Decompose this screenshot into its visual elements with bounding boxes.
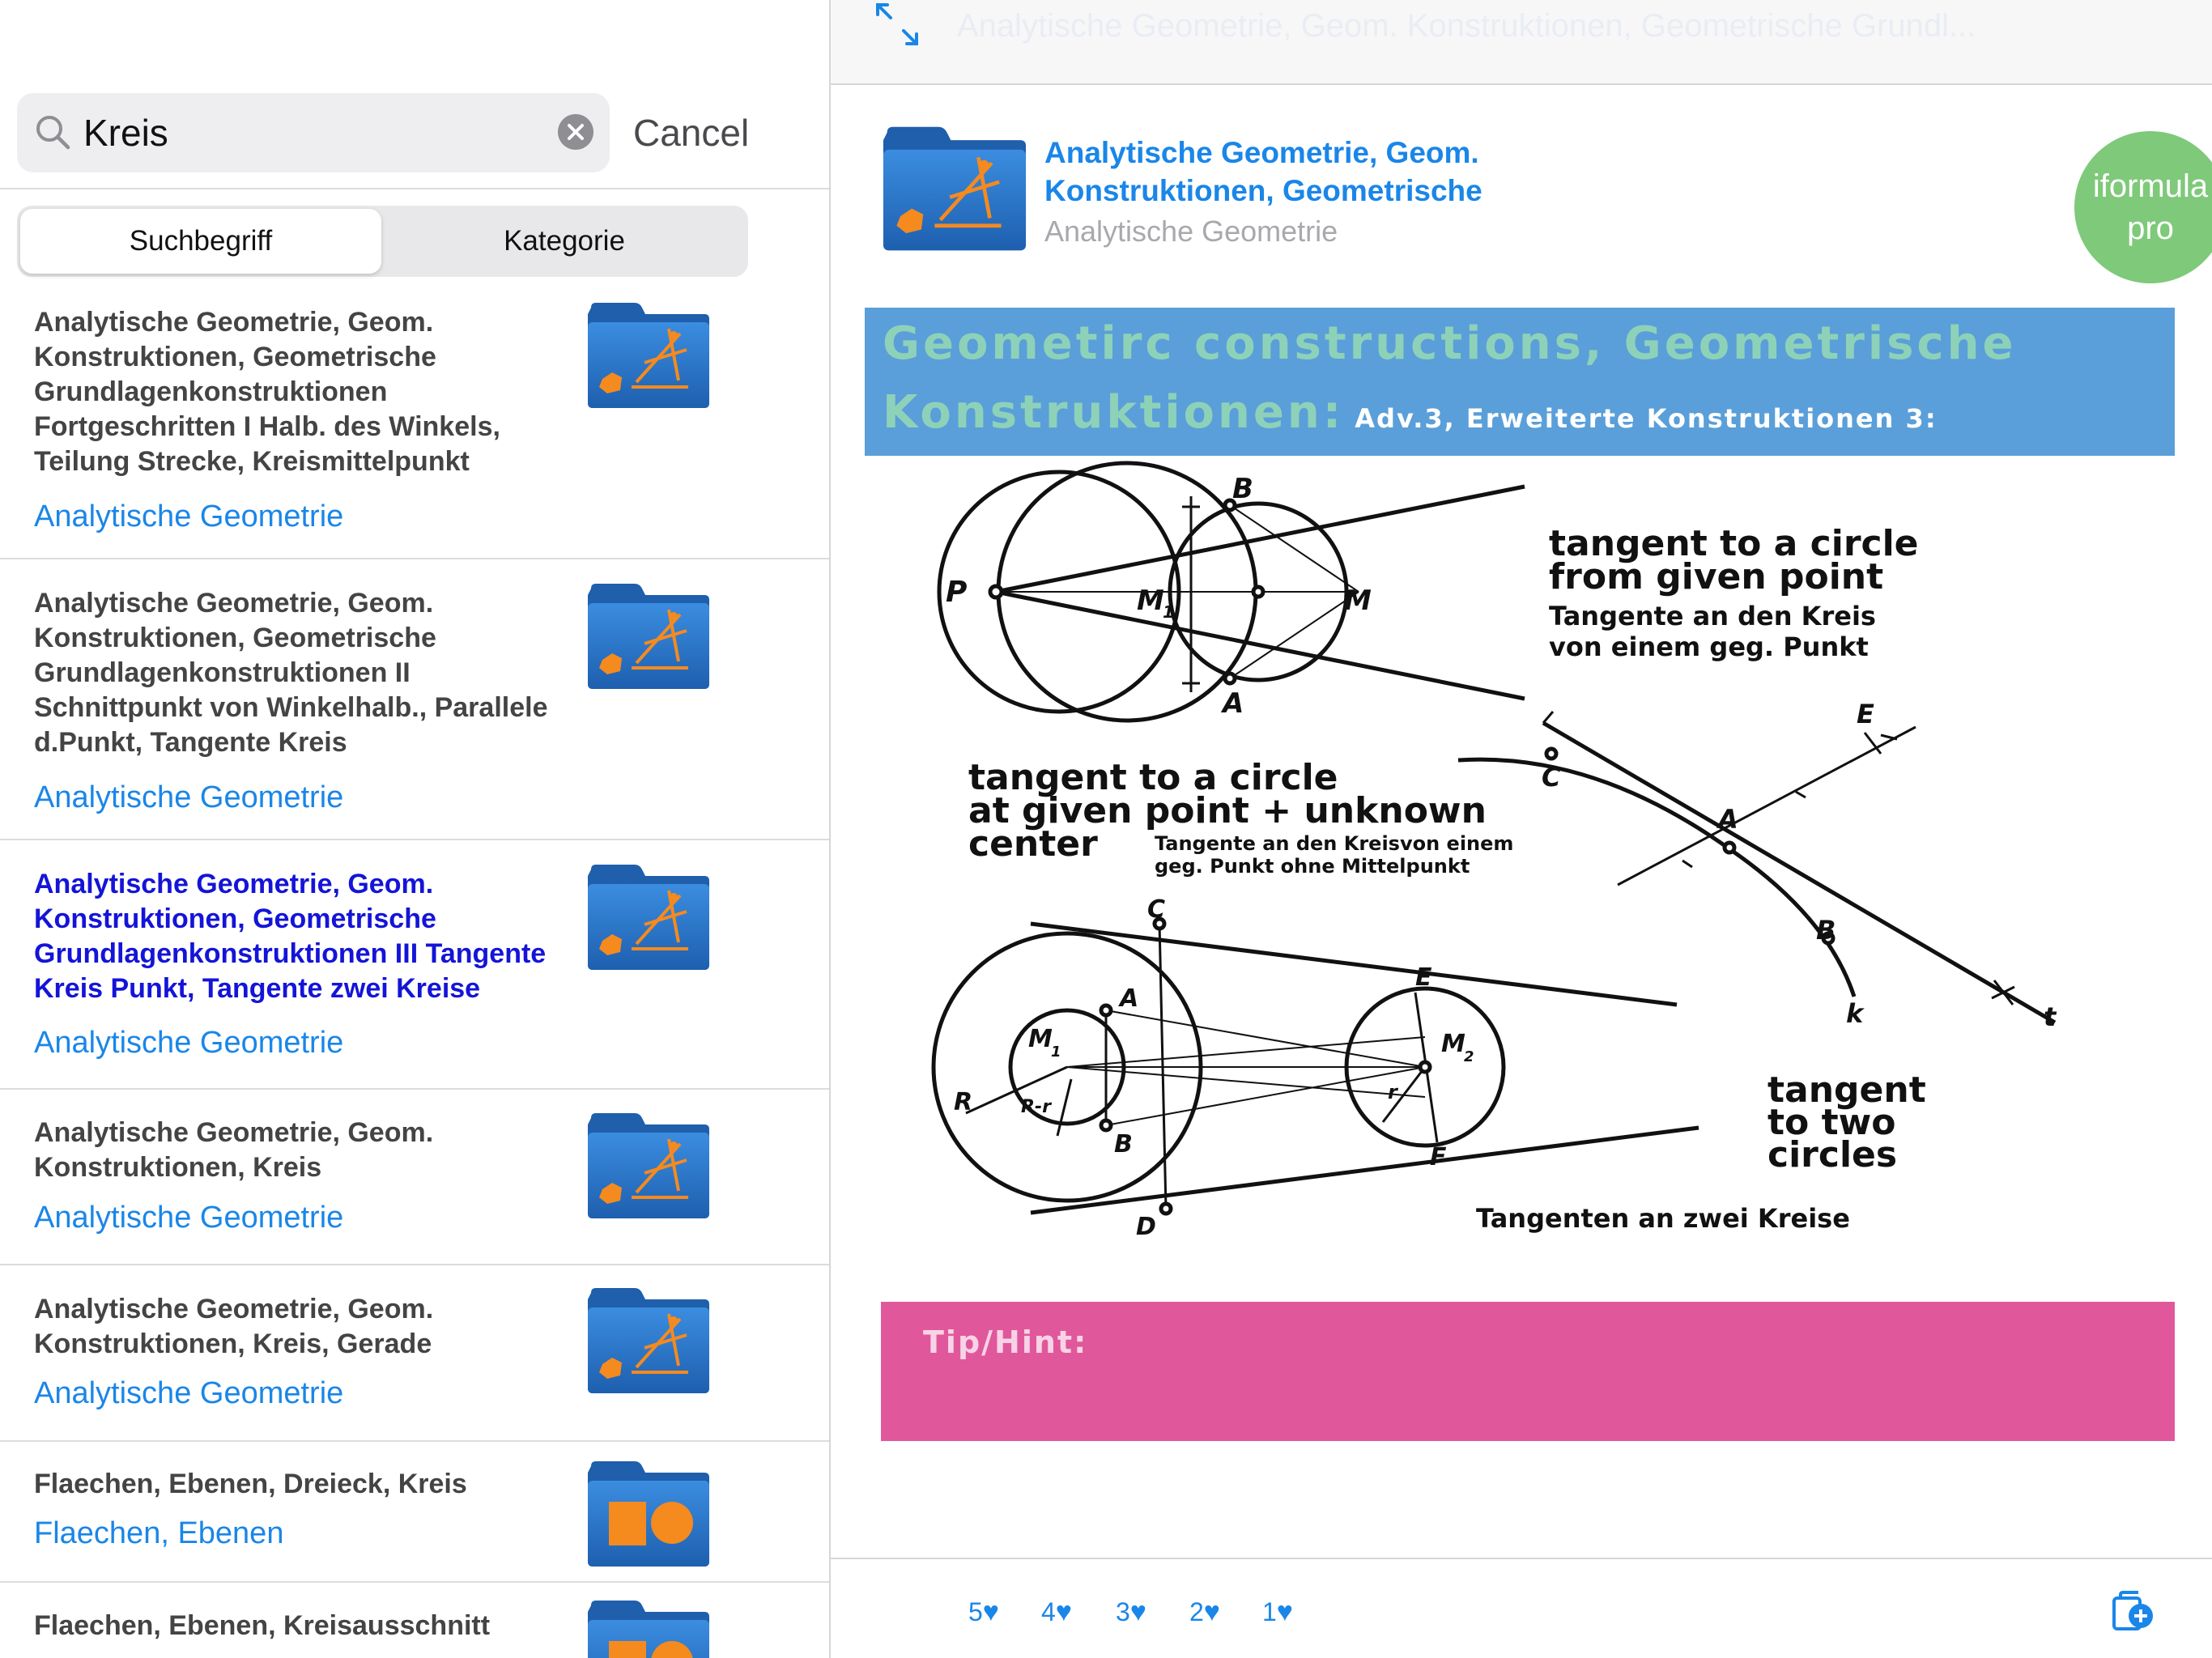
result-title: Flaechen, Ebenen, Dreieck, Kreis: [34, 1469, 467, 1499]
result-row[interactable]: [0, 559, 829, 840]
result-category: Flaechen, Ebenen: [34, 1516, 284, 1550]
label-point-a: A: [1223, 687, 1244, 720]
result-title: Analytische Geometrie, Geom. Konstruktionen, Kreis: [34, 1117, 434, 1183]
label-point-a: A: [1718, 804, 1738, 835]
rating-value: 5: [968, 1597, 983, 1626]
hint-label: Tip/Hint:: [923, 1324, 1088, 1360]
rate-2-button[interactable]: [1189, 1596, 1220, 1628]
rating-toolbar: [831, 1558, 2212, 1658]
caption-tangent-unknown-en-2: at given point + unknown: [968, 790, 1487, 831]
label-radius-r: R: [954, 1088, 973, 1116]
search-results-list: [0, 295, 829, 1658]
label-point-b: B: [1232, 473, 1253, 505]
geometry-folder-icon: [585, 1110, 713, 1222]
expand-icon[interactable]: [873, 0, 921, 49]
heart-icon: ♥: [1203, 1596, 1220, 1627]
search-icon: [33, 113, 72, 151]
rate-4-button[interactable]: [1041, 1596, 1072, 1628]
caption-tangent-unknown-de-1: Tangente an den Kreisvon einem: [1155, 832, 1514, 855]
detail-category: Analytische Geometrie: [1044, 215, 1338, 248]
label-curve-k: k: [1846, 998, 1864, 1029]
segment-search-term[interactable]: Suchbegriff: [20, 209, 381, 274]
result-category: Analytische Geometrie: [34, 1376, 344, 1410]
label-subscript-2: 2: [1464, 1048, 1474, 1065]
result-category: Analytische Geometrie: [34, 780, 344, 814]
banner-title-line-1: Geometirc constructions, Geometrische: [883, 317, 2017, 370]
brand-badge[interactable]: iformula pro: [2074, 131, 2212, 283]
result-title: Flaechen, Ebenen, Kreisausschnitt: [34, 1610, 491, 1641]
banner-title-line-2: [883, 386, 1938, 439]
rating-value: 2: [1189, 1597, 1204, 1626]
caption-two-circles-en-1: tangent: [1767, 1069, 1926, 1111]
caption-tangent-unknown-en-3: center: [968, 823, 1098, 865]
label-subscript-1: 1: [1163, 602, 1174, 622]
master-pane: [0, 0, 829, 1658]
caption-tangent-point-de-1: Tangente an den Kreis: [1549, 601, 1876, 631]
rating-value: 4: [1041, 1597, 1056, 1626]
navigation-bar: [831, 0, 2212, 85]
label-point-m1: M: [1137, 585, 1164, 617]
label-subscript-1: 1: [1051, 1044, 1061, 1061]
rate-3-button[interactable]: [1116, 1596, 1146, 1628]
caption-tangent-point-de-2: von einem geg. Punkt: [1549, 631, 1869, 662]
geometry-folder-icon: [585, 300, 713, 411]
detail-pane: [831, 0, 2212, 1658]
rate-5-button[interactable]: [968, 1596, 999, 1628]
geometry-diagram: [865, 456, 2175, 1294]
search-field[interactable]: [17, 93, 610, 172]
label-point-f: F: [1430, 1143, 1447, 1171]
label-line-t: t: [2044, 1001, 2057, 1032]
result-title: Analytische Geometrie, Geom. Konstruktionen, Geometrische Grundlagenkonstruktionen II Schnittpunkt von Winkelhalb., Parallele d.Punkt, Tangente Kreis: [34, 588, 548, 758]
result-row[interactable]: [0, 1583, 829, 1658]
rate-1-button[interactable]: [1262, 1596, 1293, 1628]
heart-icon: ♥: [982, 1596, 999, 1627]
segment-category[interactable]: Kategorie: [504, 225, 625, 257]
label-point-m1: M: [1028, 1025, 1053, 1053]
result-row[interactable]: [0, 1090, 829, 1265]
diagram-tangent-two-circles: [934, 919, 1699, 1214]
label-point-m: M: [1344, 585, 1372, 617]
label-point-m2: M: [1441, 1030, 1465, 1058]
geometry-folder-icon: [585, 861, 713, 973]
shapes-folder-icon: [585, 1597, 713, 1658]
detail-title: Analytische Geometrie, Geom. Konstruktionen, Geometrische: [1044, 136, 1482, 207]
label-point-e: E: [1415, 963, 1432, 992]
hint-box: [881, 1302, 2175, 1441]
geometry-folder-icon: [585, 580, 713, 692]
geometry-folder-icon: [585, 1285, 713, 1397]
formula-card: [865, 308, 2175, 1441]
formula-banner: [865, 308, 2175, 456]
diagram-tangent-unknown-center: [1458, 712, 2055, 1022]
nav-title: Analytische Geometrie, Geom. Konstruktionen, Geometrische Grundl...: [957, 8, 1976, 44]
result-row[interactable]: [0, 1265, 829, 1442]
heart-icon: ♥: [1055, 1596, 1072, 1627]
result-title: Analytische Geometrie, Geom. Konstruktionen, Geometrische Grundlagenkonstruktionen Fortgeschritten I Halb. des Winkels, Teilung Strecke, Kreismittelpunkt: [34, 307, 500, 477]
search-input[interactable]: [83, 93, 537, 172]
label-point-b: B: [1816, 915, 1836, 946]
result-category: Analytische Geometrie: [34, 1201, 344, 1235]
heart-icon: ♥: [1129, 1596, 1146, 1627]
geometry-folder-icon: [870, 123, 1040, 254]
label-point-b: B: [1114, 1130, 1133, 1158]
label-point-d: D: [1136, 1213, 1156, 1241]
scope-segmented-control: [17, 206, 748, 277]
caption-two-circles-en-3: circles: [1767, 1134, 1898, 1175]
label-point-p: P: [946, 576, 968, 609]
label-point-c: C: [1542, 762, 1561, 793]
banner-subtitle: Adv.3, Erweiterte Konstruktionen 3:: [1344, 403, 1938, 434]
label-radius-small-r: r: [1388, 1081, 1397, 1103]
caption-tangent-unknown-de-2: geg. Punkt ohne Mittelpunkt: [1155, 855, 1470, 878]
label-point-c: C: [1147, 895, 1166, 924]
caption-tangent-point-en-1: tangent to a circle: [1549, 523, 1919, 564]
caption-tangent-unknown-en-1: tangent to a circle: [968, 757, 1338, 798]
search-header: [0, 0, 829, 189]
caption-two-circles-en-2: to two: [1767, 1102, 1896, 1143]
heart-icon: ♥: [1276, 1596, 1293, 1627]
result-category: Analytische Geometrie: [34, 1026, 344, 1060]
clear-search-icon[interactable]: [558, 114, 593, 150]
rating-value: 3: [1116, 1597, 1130, 1626]
result-title: Analytische Geometrie, Geom. Konstruktionen, Kreis, Gerade: [34, 1294, 434, 1359]
result-category: Analytische Geometrie: [34, 500, 344, 534]
result-row-selected[interactable]: [0, 840, 829, 1090]
rating-value: 1: [1262, 1597, 1277, 1626]
caption-tangent-point-en-2: from given point: [1549, 556, 1884, 597]
add-to-collection-icon[interactable]: [2110, 1588, 2155, 1634]
label-point-a: A: [1120, 984, 1139, 1013]
banner-title-big: Konstruktionen:: [883, 386, 1345, 439]
label-radius-diff: R-r: [1021, 1097, 1051, 1117]
result-row[interactable]: [0, 1442, 829, 1583]
caption-two-circles-de: Tangenten an zwei Kreise: [1476, 1203, 1850, 1234]
result-title: Analytische Geometrie, Geom. Konstruktionen, Geometrische Grundlagenkonstruktionen III Tangente Kreis Punkt, Tangente zwei Kreise: [34, 869, 547, 1004]
cancel-button[interactable]: Cancel: [633, 112, 750, 154]
label-point-e: E: [1857, 699, 1874, 729]
result-row[interactable]: [0, 295, 829, 559]
shapes-folder-icon: [585, 1458, 713, 1570]
